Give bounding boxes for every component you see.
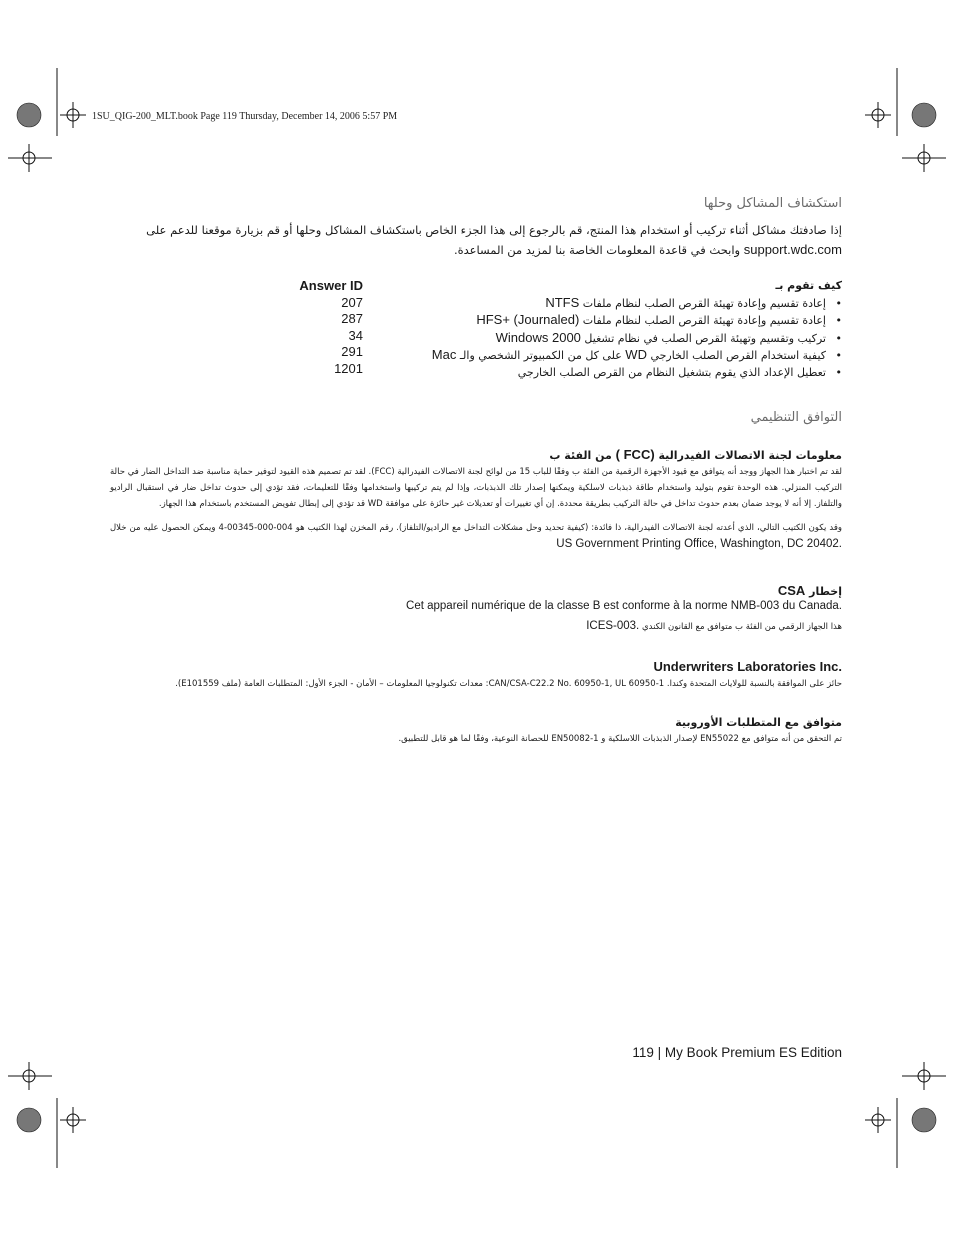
page-content xyxy=(110,196,842,747)
troubleshooting-title: استكشاف المشاكل وحلها xyxy=(703,196,842,211)
answer-id-column xyxy=(293,278,363,377)
answer-id: 207 xyxy=(341,294,363,310)
howto-item: • إعادة تقسيم وإعادة تهيئة القرص الصلب لنظام ملفات NTFS xyxy=(362,295,842,313)
answer-id: 1201 xyxy=(334,360,363,376)
regulatory-section xyxy=(110,410,842,747)
regulatory-title: التوافق التنظيمي xyxy=(750,410,842,425)
csa-heading: إخطار CSA xyxy=(777,583,842,598)
howto-item: • كيفية استخدام القرص الصلب الخارجي WD على كل من الكمبيوتر الشخصي والـ Mac xyxy=(362,347,842,365)
fcc-paragraph-1: لقد تم اختبار هذا الجهاز ووجد أنه يتوافق مع قيود الأجهزة الرقمية من الفئة ب وفقًا للباب 15 من لوائح لجنة الاتصالات الفيدرالية (FCC). لقد تم تصميم هذه القيود لتوفير حماية مناسبة ضد التداخل الضار في حالة التركيب المنزلي. هذه الوحدة تقوم بتوليد واستخدام طاقة ذبذبات لاسلكية ويمكنها إصدار تلك الذبذبات، وإذا لم يتم تركيبها واستخدامها وفقًا للتعليمات، فقد تؤدي إلى حدوث تداخل ضار في استقبال الراديو والتلفاز. إلا أنه لا يوجد ضمان بعدم حدوث تداخل في حالة التركيب بطريقة محددة. إن أي تغييرات أو تعديلات غير حائزة على موافقة WD قد تؤدي إلى إبطال تفويض المستخدم باستخدام هذا الجهاز. xyxy=(110,467,842,509)
answer-id: 291 xyxy=(341,344,363,359)
csa-arabic-statement: هذا الجهاز الرقمي من الفئة ب متوافق مع القانون الكندي ICES-003. xyxy=(586,620,842,632)
ul-statement: حائز على الموافقة بالنسبة للولايات المتحدة وكندا. CAN/CSA-C22.2 No. 60950-1, UL 60950-1: معدات تكنولوجيا المعلومات – الأمان - الجزء الأول: المتطلبات العامة (ملف E101559). xyxy=(175,679,842,689)
answer-id-header: Answer ID xyxy=(299,278,363,293)
answer-id: 34 xyxy=(348,327,363,343)
howto-item: • تركيب وتقسيم وتهيئة القرص الصلب في نظام تشغيل Windows 2000 xyxy=(362,330,842,348)
troubleshooting-intro-line2 xyxy=(110,240,842,260)
eu-statement: تم التحقق من أنه متوافق مع EN55022 لإصدار الذبذبات اللاسلكية و EN50082-1 للحصانة النوعية، وفقًا لما هو قابل للتطبيق. xyxy=(398,734,842,744)
howto-item: • تعطيل الإعداد الذي يقوم بتشغيل النظام من القرص الصلب الخارجي xyxy=(362,365,842,382)
support-url: support.wdc.com xyxy=(743,242,842,257)
howto-column xyxy=(362,278,842,381)
fcc-heading: معلومات لجنة الاتصالات الفيدرالية ( FCC) من الفئة ب xyxy=(549,447,842,462)
howto-item: • إعادة تقسيم وإعادة تهيئة القرص الصلب لنظام ملفات HFS+ (Journaled) xyxy=(362,312,842,330)
csa-french-statement: Cet appareil numérique de la classe B est conforme à la norme NMB-003 du Canada. xyxy=(406,600,842,612)
eu-heading: متوافق مع المتطلبات الأوروبية xyxy=(675,716,842,729)
print-slug: 1SU_QIG-200_MLT.book Page 119 Thursday, December 14, 2006 5:57 PM xyxy=(92,111,398,122)
troubleshooting-intro xyxy=(110,221,842,260)
howto-header: كيف تقوم بـ xyxy=(775,279,842,292)
answer-id: 287 xyxy=(341,311,363,326)
fcc-paragraph-2: وقد يكون الكتيب التالي، الذي أعدته لجنة الاتصالات الفيدرالية، ذا فائدة: (كيفية تحديد وحل مشكلات التداخل مع الراديو/التلفاز). رقم المخزن لهذا الكتيب هو 004-000-00345-4 ويمكن الحصول عليه من خلال US Government Printing Office, Washington, DC 20402. xyxy=(110,523,842,550)
intro-line2-text: وابحث في قاعدة المعلومات الخاصة بنا لمزيد من المساعدة. xyxy=(453,243,741,257)
howto-table xyxy=(110,278,842,379)
page-footer: 119 | My Book Premium ES Edition xyxy=(632,1045,842,1060)
troubleshooting-intro-line1: إذا صادفتك مشاكل أثناء تركيب أو استخدام هذا المنتج، قم بالرجوع إلى هذا الجزء الخاص باستكشاف المشاكل وحلها أو قم بزيارة موقعنا للدعم على xyxy=(146,223,842,237)
ul-heading: Underwriters Laboratories Inc. xyxy=(653,659,842,674)
